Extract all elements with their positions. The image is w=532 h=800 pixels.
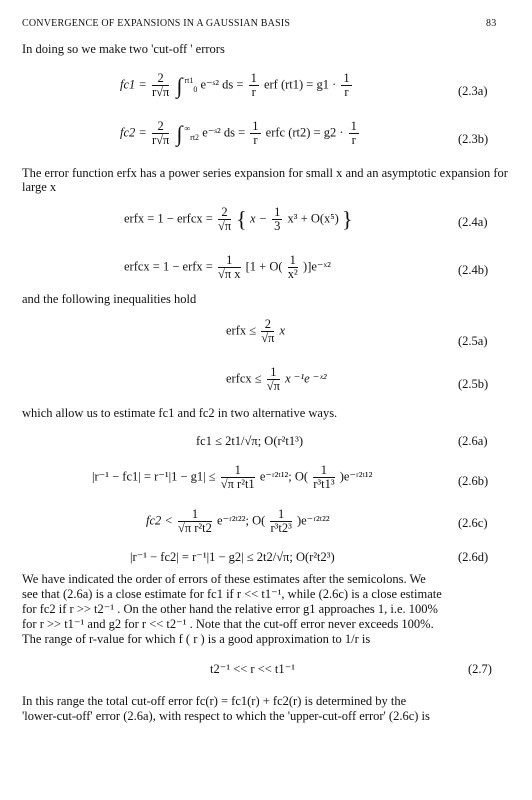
equation-2-6b: |r⁻¹ − fc1| = r⁻¹|1 − g1| ≤ $\frac{1}{\text{√π r²t1}}$ e⁻ʳ²ᵗ¹²; O( $\frac{1}{\text{r³t1³}}$ )e⁻ʳ²ᵗ¹² <box>92 463 373 491</box>
brace: { <box>236 206 247 232</box>
paragraph-inequalities: and the following inequalities hold <box>22 292 197 306</box>
paragraph-intro: In doing so we make two 'cut-off ' errors <box>22 42 225 56</box>
equation-2-3b: fc2 = $\frac{2}{r√\pi}$ ∫ ∞$_{rt2}$ e⁻ˢ² ds = $\frac{1}{r}$ erfc (rt2) = g2 · $\frac{1}{r}$ <box>120 119 357 147</box>
equation-2-5a: erfx ≤ $\frac{2}{√\pi}$ x <box>226 317 286 345</box>
running-title: CONVERGENCE OF EXPANSIONS IN A GAUSSIAN BASIS <box>22 18 291 29</box>
equation-2-3a: fc1 = $\frac{2}{r√\pi}$ ∫ $^{rt1}_0$ e⁻ˢ² ds = $\frac{1}{r}$ erf (rt1) = g1 · $\frac{1}{r}$ <box>120 71 350 99</box>
paragraph-discussion-line-4: for r >> t1⁻¹ and g2 for r << t2⁻¹ . Note that the cut-off error never exceeds 100%. <box>22 617 434 631</box>
integral-sign: ∫ <box>176 120 183 146</box>
paragraph-discussion-line-2: see that (2.6a) is a close estimate for fc1 if r << t1⁻¹, while (2.6c) is a close estimate <box>22 587 442 601</box>
equation-number: (2.4b) <box>458 263 489 277</box>
equation-2-5b: erfcx ≤ $\frac{1}{√\pi}$ x ⁻¹e ⁻ˣ² <box>226 365 327 393</box>
paragraph-discussion-line-1: We have indicated the order of errors of these estimates after the semicolons. We <box>22 572 426 586</box>
equation-number: (2.6c) <box>458 516 488 530</box>
equation-2-7: t2⁻¹ << r << t1⁻¹ <box>210 662 295 676</box>
equation-number: (2.5b) <box>458 377 489 391</box>
equation-number: (2.7) <box>468 662 492 676</box>
equation-2-4a: erfx = 1 − erfcx = $\frac{2}{√\pi}$ { x − $\frac{1}{3}$ x³ + O(x⁵) } <box>124 205 353 233</box>
equation-number: (2.6a) <box>458 434 488 448</box>
paragraph-erf: The error function erfx has a power series expansion for small x and an asymptotic expansion for large x <box>22 166 508 194</box>
paragraph-discussion-line-5: The range of r-value for which f ( r ) is a good approximation to 1/r is <box>22 632 371 646</box>
eq-lhs: fc1 = <box>120 77 147 92</box>
fraction: $\frac{2}{r√\pi}$ <box>151 71 170 99</box>
paragraph-range-line-2: 'lower-cut-off' error (2.6a), with respect to which the 'upper-cut-off error' (2.6c) is <box>22 709 430 723</box>
equation-2-6a: fc1 ≤ 2t1/√π; O(r²t1³) <box>196 434 304 448</box>
equation-number: (2.3a) <box>458 84 488 98</box>
equation-number: (2.6d) <box>458 550 489 564</box>
brace: } <box>341 206 353 232</box>
equation-number: (2.3b) <box>458 132 489 146</box>
equation-number: (2.4a) <box>458 215 488 229</box>
equation-2-4b: erfcx = 1 − erfx = $\frac{1}{\text{√π x}}$ [1 + O( $\frac{1}{\text{x²}}$ )]e⁻ˣ² <box>124 253 331 281</box>
equation-2-6c: fc2 < $\frac{1}{\text{√π r²t2}}$ e⁻ʳ²ᵗ²²; O( $\frac{1}{\text{r³t2³}}$ )e⁻ʳ²ᵗ²² <box>146 507 330 535</box>
paragraph-estimate: which allow us to estimate fc1 and fc2 in two alternative ways. <box>22 406 338 420</box>
equation-number: (2.5a) <box>458 334 488 348</box>
equation-2-6d: |r⁻¹ − fc2| = r⁻¹|1 − g2| ≤ 2t2/√π; O(r²t2³) <box>130 550 335 564</box>
page-number: 83 <box>486 18 497 29</box>
equation-number: (2.6b) <box>458 474 489 488</box>
paragraph-range-line-1: In this range the total cut-off error fc(r) = fc1(r) + fc2(r) is determined by the <box>22 694 407 708</box>
paragraph-discussion-line-3: for fc2 if r >> t2⁻¹ . On the other hand the relative error g1 approaches 1, i.e. 100% <box>22 602 438 616</box>
integral-sign: ∫ <box>176 72 183 98</box>
